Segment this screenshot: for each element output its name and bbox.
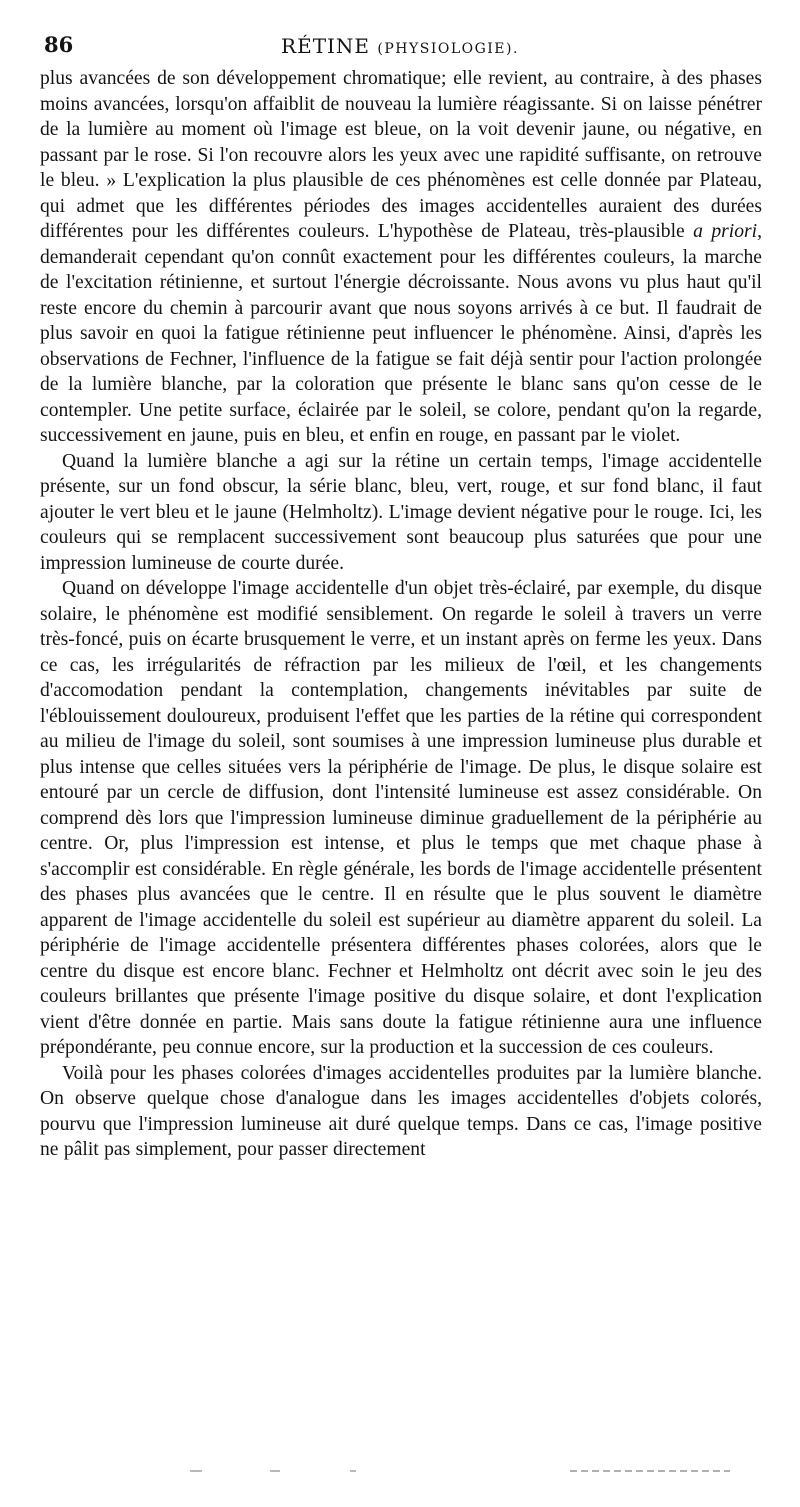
footer-mark — [190, 1470, 202, 1472]
paragraph-1-italic: a priori, — [693, 221, 762, 242]
paragraph-4: Voilà pour les phases colorées d'images accidentelles produites par la lumière blanche. On observe quelque chose d'analogue dans les images accidentelles d'objets colorés, pourvu que l'impression lumineuse ait duré quelque temps. Dans ce cas, l'image positive ne pâlit pas simplement, pour passer directement — [40, 1062, 762, 1160]
page-header — [40, 30, 760, 66]
footer-mark — [270, 1470, 280, 1472]
paragraph-3: Quand on développe l'image accidentelle d'un objet très-éclairé, par exemple, du disque solaire, le phénomène est modifié sensiblement. On regarde le soleil à travers un verre très-foncé, puis on écarte brusquement le verre, et un instant après on ferme les yeux. Dans ce cas, les irrégularités de réfraction par les milieux de l'œil, et les changements d'accomodation pendant la contemplation, changements inévitables par suite de l'éblouissement douloureux, produisent l'effet que les parties de la rétine qui correspondent au milieu de l'image du soleil, sont soumises à une impression lumineuse plus durable et plus intense que celles situées vers la périphérie de l'image. De plus, le disque solaire est entouré par un cercle de diffusion, dont l'intensité lumineuse est assez considérable. On comprend dès lors que l'impression lumineuse diminue graduellement de la périphérie au centre. Or, plus l'impression est intense, et plus le temps que met chaque phase à s'accomplir est considérable. En règle générale, les bords de l'image accidentelle présentent des phases plus avancées que le centre. Il en résulte que le plus souvent le diamètre apparent de l'image accidentelle du soleil est supérieur au diamètre apparent du soleil. La périphérie de l'image accidentelle présentera différentes phases colorées, alors que le centre du disque est encore blanc. Fechner et Helmholtz ont décrit avec soin le jeu des couleurs brillantes que présente l'image positive du disque solaire, et dont l'explication vient d'être donnée en partie. Mais sans doute la fatigue rétinienne aura une influence prépondérante, peu connue encore, sur la production et la succession de ces couleurs. — [40, 578, 762, 1058]
running-head-subtitle: (PHYSIOLOGIE). — [377, 41, 519, 57]
paragraph-1 — [40, 66, 762, 449]
page-number: 86 — [44, 32, 74, 57]
body-text — [40, 66, 762, 1163]
paragraph-2: Quand la lumière blanche a agi sur la rétine un certain temps, l'image accidentelle présente, sur un fond obscur, la série blanc, bleu, vert, rouge, et sur fond blanc, il faut ajouter le vert bleu et le jaune (Helmholtz). L'image devient négative pour le rouge. Ici, les couleurs qui se remplacent successivement sont beaucoup plus saturées que pour une impression lumineuse de courte durée. — [40, 450, 762, 574]
running-head — [40, 34, 760, 58]
paragraph-1-text: plus avancées de son développement chromatique; elle revient, au contraire, à des phases moins avancées, lorsqu'on affaiblit de nouveau la lumière réagissante. Si on laisse pénétrer de la lumière au moment où l'image est bleue, on la voit devenir jaune, ou négative, en passant par le rose. Si l'on recouvre alors les yeux avec une rapidité suffisante, on retrouve le bleu. » L'explication la plus plausible de ces phénomènes est celle donnée par Plateau, qui admet que les différentes périodes des images accidentelles auraient des durées différentes pour les différentes couleurs. L'hypothèse de Plateau, très-plausible — [40, 68, 762, 242]
footer-mark — [350, 1470, 356, 1472]
paragraph-1-text-after: demanderait cependant qu'on connût exactement pour les différentes couleurs, la marche de l'excitation rétinienne, et surtout l'énergie décroissante. Nous avons vu plus haut qu'il reste encore du chemin à parcourir avant que nous soyons arrivés à ce but. Il faudrait de plus savoir en quoi la fatigue rétinienne peut influencer le phénomène. Ainsi, d'après les observations de Fechner, l'influence de la fatigue se fait déjà sentir pour l'action prolongée de la lumière blanche, par la coloration que présente le blanc sans qu'on cesse de le contempler. Une petite surface, éclairée par le soleil, se colore, pendant qu'on la regarde, successivement en jaune, puis en bleu, et enfin en rouge, en passant par le violet. — [40, 246, 762, 446]
running-head-title: RÉTINE — [281, 34, 371, 58]
footer-mark — [570, 1470, 730, 1472]
